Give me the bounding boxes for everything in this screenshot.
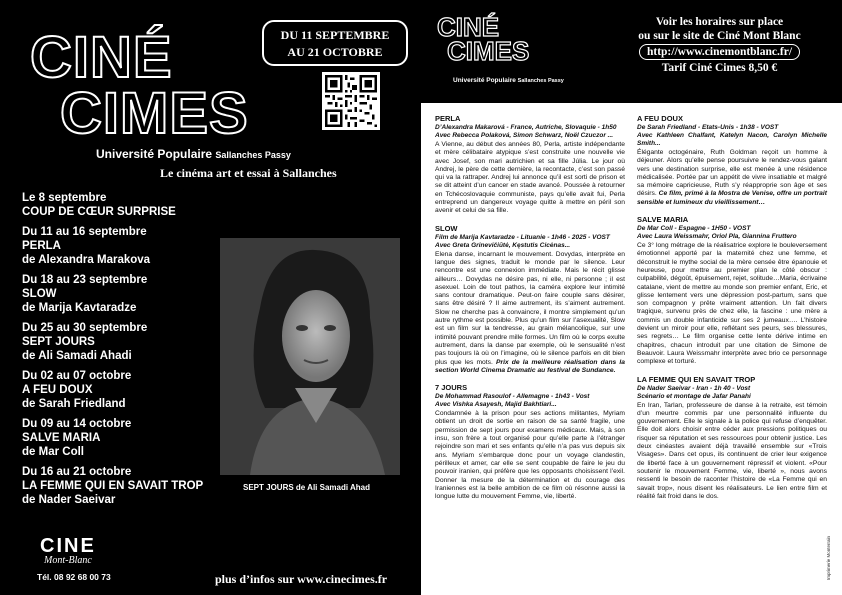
logo-line-2: CIMES [60,81,249,146]
film-title: A FEU DOUX [637,114,683,123]
film-synopsis: En Iran, Tarlan, professeure de danse à la retraite, est témoin d’un meurtre commis par une personnalité influente du gouvernement. Elle le signale à la police qui refuse d’enquêter. Elle doit alors choisir entre céder aux pressions politiques ou risquer sa réputation et ses ressources pour obtenir justice. Les deux cinéastes avaient déjà travaillé ensemble sur «Trois Visages». Dans cet opus, ils continuent de crier leur exigence de liberté face à un gouvernement répressif et violent. «Pour soutenir le mouvement Femme, vie, liberté », nous avons ressenti le besoin de raconter l’histoire de «La Femme qui en savait trop», nous disent les réalisateurs. Le lien entre film et réalité fait froid dans le dos. [637,401,827,500]
university-main: Université Populaire [453,77,516,84]
film-title: 7 JOURS [435,383,468,393]
film-title: SALVE MARIA [637,215,689,225]
film-credits: De Mar Coll - Espagne - 1H50 - VOST [637,225,751,233]
schedule-title: A FEU DOUX [22,384,93,396]
schedule-date: Du 18 au 23 septembre [22,274,148,286]
film-entry [637,114,827,207]
film-title: PERLA [435,114,461,123]
film-cast: Avec Vishka Asayesh, Majid Bakhtiari... [435,401,557,409]
qr-code-icon[interactable] [322,72,380,130]
film-synopsis: A Vienne, au début des années 80, Perla, artiste indépendante et mère célibataire atypique s’est construite une nouvelle vie avec Josef, son mari autrichien et sa fille Júlia. Le jour où Andrej, le père de cette dernière, la recontacte, c’est son passé qui va la rattraper. Andrej lui annonce qu’il est sorti de prison et se dit atteint d’un cancer en stade avancé. Poussée à retourner en Tchécoslovaquie communiste, pays qu’elle avait fui, Perla entreprend un dangereux voyage quitte à mettre en péril son avenir et celui de sa fille. [435,141,625,215]
printer-credit: Imprimerie Monterrain [826,535,831,580]
schedule-director: de Alexandra Marakova [22,254,151,266]
film-award: Ce film, primé à la Mostra de Venise, offre un portrait sensible et lumineux du vieillissement… [637,190,827,206]
logo-line-2: CIMES [447,36,530,66]
right-panel [421,0,842,595]
showtimes-info [607,15,832,75]
film-credits: De Sarah Friedland - Etats-Unis - 1h38 - VOST [637,124,779,131]
logo-line-1: CINÉ [30,25,173,90]
cinema-url-link[interactable]: http://www.cinemontblanc.fr/ [639,44,800,60]
logo-line-1: CINÉ [437,12,500,42]
cine-mont-blanc-line-2: Mont-Blanc [44,555,92,566]
schedule-director: de Sarah Friedland [22,398,126,410]
schedule-title: COUP DE CŒUR SURPRISE [22,206,176,218]
film-entry [637,375,827,502]
schedule-date: Du 11 au 16 septembre [22,226,147,238]
university-small: Sallanches Passy [215,150,291,160]
film-entry [435,383,625,501]
schedule-director: de Marija Kavtaradze [22,302,137,314]
date-line-2: AU 21 OCTOBRE [287,45,383,59]
schedule-date: Du 09 au 14 octobre [22,418,132,430]
film-synopsis: Condamnée à la prison pour ses actions militantes, Myriam obtient un droit de sortie en raison de sa santé fragile, une permission de sept jours pour examens médicaux. Mais, à son insu, son frère a tout organisé pour qu’elle parte à l’étranger rejoindre son mari et ses enfants qu’elle n’a pas vus depuis six ans. Myriam s’embarque donc pour un voyage clandestin, périlleux et amer, car elle se sent coupable de faire le jeu du pouvoir iranien, qui préfère que les opposants choisissent l’exil. Donner la mesure de la détermination et du courage des Iraniennes est la belle ambition de ce film où résonne aussi la longue lutte du mouvement Femme, vie, liberté. [435,410,625,501]
schedule-title: SLOW [22,288,57,300]
schedule-title: PERLA [22,240,61,252]
university-label [96,147,291,161]
telephone: Tél. 08 92 68 00 73 [37,572,111,582]
cine-mont-blanc-logo [40,536,96,566]
info-line-2: ou sur le site de Ciné Mont Blanc [638,30,801,42]
film-entry [637,215,827,366]
info-line-1: Voir les horaires sur place [655,16,784,28]
schedule-item [22,191,232,219]
synopsis-text: Élégante octogénaire, Ruth Goldman reçoit un homme à déjeuner. Alors qu’elle pense poursuivre le rendez-vous galant vers une destination surprise, elle est menée à une résidence médicalisée. Portée par un appétit de vivre insatiable et malgré sa mémoire capricieuse, Ruth s’y réapproprie son âge et ses désirs. [637,149,827,198]
schedule-director: de Mar Coll [22,446,84,458]
schedule-item [22,465,232,507]
film-cast: Avec Rebecca Polaková, Simon Schwarz, Noël Czuczor ... [435,132,614,139]
film-cast: Scénario et montage de Jafar Panahi [637,392,751,400]
date-range-box [262,20,408,66]
cine-mont-blanc-line-1: CINE [40,535,96,557]
film-credits: De Mohammad Rasoulof - Allemagne - 1h43 - Vost [435,393,590,401]
schedule-item [22,321,232,363]
cine-cimes-logo-small [437,12,530,66]
university-small: Sallanches Passy [517,78,564,84]
tagline: Le cinéma art et essai à Sallanches [160,166,337,180]
schedule-list [22,191,232,513]
film-entry [435,224,625,375]
film-credits: D’Alexandra Makarová - France, Autriche, Slovaquie - 1h50 [435,124,617,131]
film-cast: Avec Greta Grinevičiūtė, Kęstutis Cicėnas... [435,241,571,249]
schedule-title: SALVE MARIA [22,432,101,444]
cine-cimes-logo [30,25,260,146]
film-column-left [435,114,625,509]
university-main: Université Populaire [96,147,213,161]
schedule-date: Du 25 au 30 septembre [22,322,148,334]
right-header [421,0,842,103]
university-label-small [453,77,564,84]
film-entry [435,114,625,216]
schedule-date: Du 02 au 07 octobre [22,370,132,382]
synopsis-text: Elena danse, incarnant le mouvement. Dovydas, interprète en langue des signes, traduit le monde par le silence. Leur rencontre est une connexion immédiate. Mais le récit glisse ailleurs… Dovydas ne désire pas, ni elle, ni personne ; il est asexuel. Loin de tout pathos, la caméra explore leur intimité sans contour dramatique. Peut-on faire couple sans désirer, sans être désiré ? Il aime autrement, ils s’aiment autrement. Slow ne cherche pas à convaincre, il montre simplement qu’un autre rythme est possible. Plus qu’un film sur l’asexualité, Slow est un film sur la tendresse, au grain mélancolique, sur une intimité pouvant prendre mille formes. Un film où le corps exulte autrement, dans la danse par exemple, où le sensualité n’est pas toujours là où on l’imagine, où le silence parfois en dit bien plus que les mots. [435,250,625,366]
schedule-item [22,417,232,459]
price-info: Tarif Ciné Cimes 8,50 € [661,62,778,74]
schedule-title: SEPT JOURS [22,336,95,348]
film-synopsis [637,149,827,207]
date-line-1: DU 11 SEPTEMBRE [280,28,390,42]
schedule-item [22,225,232,267]
schedule-director: de Ali Samadi Ahadi [22,350,132,362]
film-title: LA FEMME QUI EN SAVAIT TROP [637,374,756,384]
film-cast: Avec Kathleen Chalfant, Katelyn Nacon, Carolyn Michelle Smith... [637,132,827,147]
film-still-photo [220,238,400,475]
schedule-item [22,273,232,315]
film-synopsis: Ce 3° long métrage de la réalisatrice explore le bouleversement émotionnel apporté par la maternité chez une femme, et déconstruit le mythe social de la mère censée être épanouie et heureuse, pour mettre au premier plan le côté obscur : culpabilité, dégoût, épuisement, rejet, solitude…Maria, écrivaine catalane, vient de mettre au monde son premier enfant, Eric, et glisse lentement vers une dépression post-partum, sans que son compagnon y prête vraiment attention. Un fait divers tragique, survenu près de chez elle, la fascine : une mère a commis un double infanticide sur ses 2 jumeaux…. L’histoire devient un miroir pour elle, reflétant ses peurs, ses blessures, ses regrets… Le film organise cette lente dérive intime en chapitres, chacun introduit par une citation de Simone de Beauvoir. Laura Weissmahr interprète avec brio ce personnage complexe et torturé. [637,242,827,366]
schedule-date: Le 8 septembre [22,192,107,204]
schedule-item [22,369,232,411]
film-credits: Film de Marija Kavtaradze - Lituanie - 1h46 - 2025 - VOST [435,233,610,241]
film-column-right [637,114,827,509]
film-title: SLOW [435,223,458,233]
photo-caption: SEPT JOURS de Ali Samadi Ahad [243,483,370,492]
more-info-link[interactable]: plus d’infos sur www.cinecimes.fr [215,572,388,586]
film-award: Prix de la meilleure réalisation dans la section World Cinema Dramatic au festival de Sundance. [435,358,626,374]
film-credits: De Nader Saeivar - Iran - 1h 40 - Vost [637,384,751,392]
schedule-title: LA FEMME QUI EN SAVAIT TROP [22,480,204,492]
schedule-date: Du 16 au 21 octobre [22,466,132,478]
film-cast: Avec Laura Weissmahr, Oriol Pla, Giannina Fruttero [637,233,797,241]
schedule-director: de Nader Saeivar [22,494,116,506]
film-synopsis [435,251,625,375]
